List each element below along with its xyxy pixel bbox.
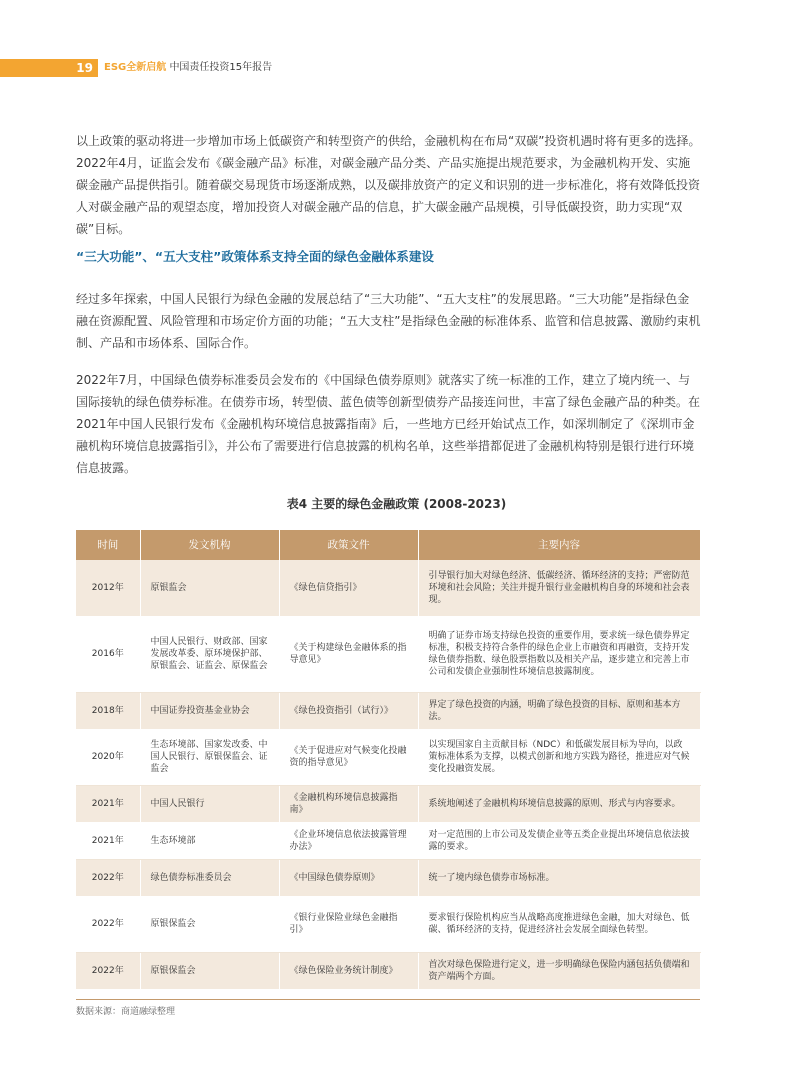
- cell-year: 2022年: [76, 896, 140, 952]
- table-bottom-rule: [76, 999, 700, 1000]
- cell-year: 2022年: [76, 952, 140, 989]
- paragraph-carbon-products: 以上政策的驱动将进一步增加市场上低碳资产和转型资产的供给，金融机构在布局“双碳”投资机遇时将有更多的选择。2022年4月，证监会发布《碳金融产品》标准，对碳金融产品分类、产品实施提出规范要求，为金融机构开发、实施碳金融产品提供指引。随着碳交易现货市场逐渐成熟，以及碳排放资产的定义和识别的进一步标准化，将有效降低投资人对碳金融产品的观望态度，增加投资人对碳金融产品的信息，扩大碳金融产品规模，引导低碳投资，助力实现“双碳”目标。: [76, 134, 701, 236]
- paragraph-green-bond-principles: 2022年7月，中国绿色债券标准委员会发布的《中国绿色债券原则》就落实了统一标准的工作，建立了境内统一、与国际接轨的绿色债券标准。在债券市场，转型债、蓝色债等创新型债券产品接连问世，丰富了绿色金融产品的种类。在2021年中国人民银行发布《金融机构环境信息披露指南》后，一些地方已经开始试点工作，如深圳制定了《深圳市金融机构环境信息披露指引》，并公布了需要进行信息披露的机构名单，这些举措都促进了金融机构特别是银行进行环境信息披露。: [76, 373, 701, 475]
- table-row: [76, 692, 700, 729]
- cell-year: 2018年: [76, 692, 140, 729]
- cell-agency: 原银保监会: [140, 896, 279, 952]
- header-brand: ESG全新启航: [104, 62, 167, 73]
- cell-agency: 中国人民银行、财政部、国家发展改革委、原环境保护部、原银监会、证监会、原保监会: [140, 616, 279, 692]
- table-row: [76, 859, 700, 896]
- column-header-document: 政策文件: [279, 530, 418, 560]
- green-finance-policy-table: [76, 530, 701, 990]
- cell-document: 《企业环境信息依法披露管理办法》: [279, 822, 418, 859]
- cell-agency: 生态环境部、国家发改委、中国人民银行、原银保监会、证监会: [140, 729, 279, 785]
- cell-year: 2022年: [76, 859, 140, 896]
- table-header-row: [76, 530, 700, 560]
- cell-agency: 中国证券投资基金业协会: [140, 692, 279, 729]
- cell-year: 2021年: [76, 785, 140, 822]
- data-source-note: 数据来源：商道融绿整理: [76, 1007, 176, 1017]
- cell-agency: 绿色债券标准委员会: [140, 859, 279, 896]
- column-header-content: 主要内容: [418, 530, 700, 560]
- page-header: [0, 59, 793, 77]
- cell-document: 《绿色投资指引（试行）》: [279, 692, 418, 729]
- cell-content: 以实现国家自主贡献目标（NDC）和低碳发展目标为导向，以政策标准体系为支撑，以模式创新和地方实践为路径，推进应对气候变化投融资发展。: [418, 729, 700, 785]
- section-heading: “三大功能”、“五大支柱”政策体系支持全面的绿色金融体系建设: [76, 249, 434, 264]
- table-row: [76, 785, 700, 822]
- cell-content: 明确了证券市场支持绿色投资的重要作用，要求统一绿色债券界定标准，积极支持符合条件的绿色企业上市融资和再融资，支持开发绿色债券指数、绿色股票指数以及相关产品，逐步建立和完善上市公司和发债企业强制性环境信息披露制度。: [418, 616, 700, 692]
- table-row: [76, 952, 700, 989]
- header-title: 中国责任投资15年报告: [169, 62, 273, 73]
- cell-content: 引导银行加大对绿色经济、低碳经济、循环经济的支持；严密防范环境和社会风险；关注并提升银行业金融机构自身的环境和社会表现。: [418, 560, 700, 616]
- table-row: [76, 616, 700, 692]
- table-caption: 表4 主要的绿色金融政策 (2008-2023): [286, 497, 507, 511]
- cell-agency: 原银监会: [140, 560, 279, 616]
- cell-year: 2020年: [76, 729, 140, 785]
- table-row: [76, 896, 700, 952]
- table-row: [76, 822, 700, 859]
- column-header-agency: 发文机构: [140, 530, 279, 560]
- cell-document: 《中国绿色债券原则》: [279, 859, 418, 896]
- cell-content: 对一定范围的上市公司及发债企业等五类企业提出环境信息依法披露的要求。: [418, 822, 700, 859]
- cell-agency: 生态环境部: [140, 822, 279, 859]
- cell-agency: 中国人民银行: [140, 785, 279, 822]
- cell-content: 界定了绿色投资的内涵，明确了绿色投资的目标、原则和基本方法。: [418, 692, 700, 729]
- cell-document: 《银行业保险业绿色金融指引》: [279, 896, 418, 952]
- cell-document: 《绿色信贷指引》: [279, 560, 418, 616]
- cell-content: 首次对绿色保险进行定义，进一步明确绿色保险内涵包括负债端和资产端两个方面。: [418, 952, 700, 989]
- cell-content: 系统地阐述了金融机构环境信息披露的原则、形式与内容要求。: [418, 785, 700, 822]
- column-header-year: 时间: [76, 530, 140, 560]
- table-row: [76, 729, 700, 785]
- cell-document: 《关于构建绿色金融体系的指导意见》: [279, 616, 418, 692]
- cell-content: 统一了境内绿色债券市场标准。: [418, 859, 700, 896]
- cell-year: 2016年: [76, 616, 140, 692]
- cell-content: 要求银行保险机构应当从战略高度推进绿色金融，加大对绿色、低碳、循环经济的支持，促进经济社会发展全面绿色转型。: [418, 896, 700, 952]
- cell-document: 《绿色保险业务统计制度》: [279, 952, 418, 989]
- header-title-bar: [104, 59, 272, 77]
- table-row: [76, 560, 700, 616]
- cell-document: 《关于促进应对气候变化投融资的指导意见》: [279, 729, 418, 785]
- paragraph-three-functions: 经过多年探索，中国人民银行为绿色金融的发展总结了“三大功能”、“五大支柱”的发展思路。“三大功能”是指绿色金融在资源配置、风险管理和市场定价方面的功能；“五大支柱”是指绿色金融的标准体系、监管和信息披露、激励约束机制、产品和市场体系、国际合作。: [76, 292, 701, 350]
- cell-document: 《金融机构环境信息披露指南》: [279, 785, 418, 822]
- cell-agency: 原银保监会: [140, 952, 279, 989]
- page-number: 19: [0, 59, 98, 77]
- cell-year: 2021年: [76, 822, 140, 859]
- cell-year: 2012年: [76, 560, 140, 616]
